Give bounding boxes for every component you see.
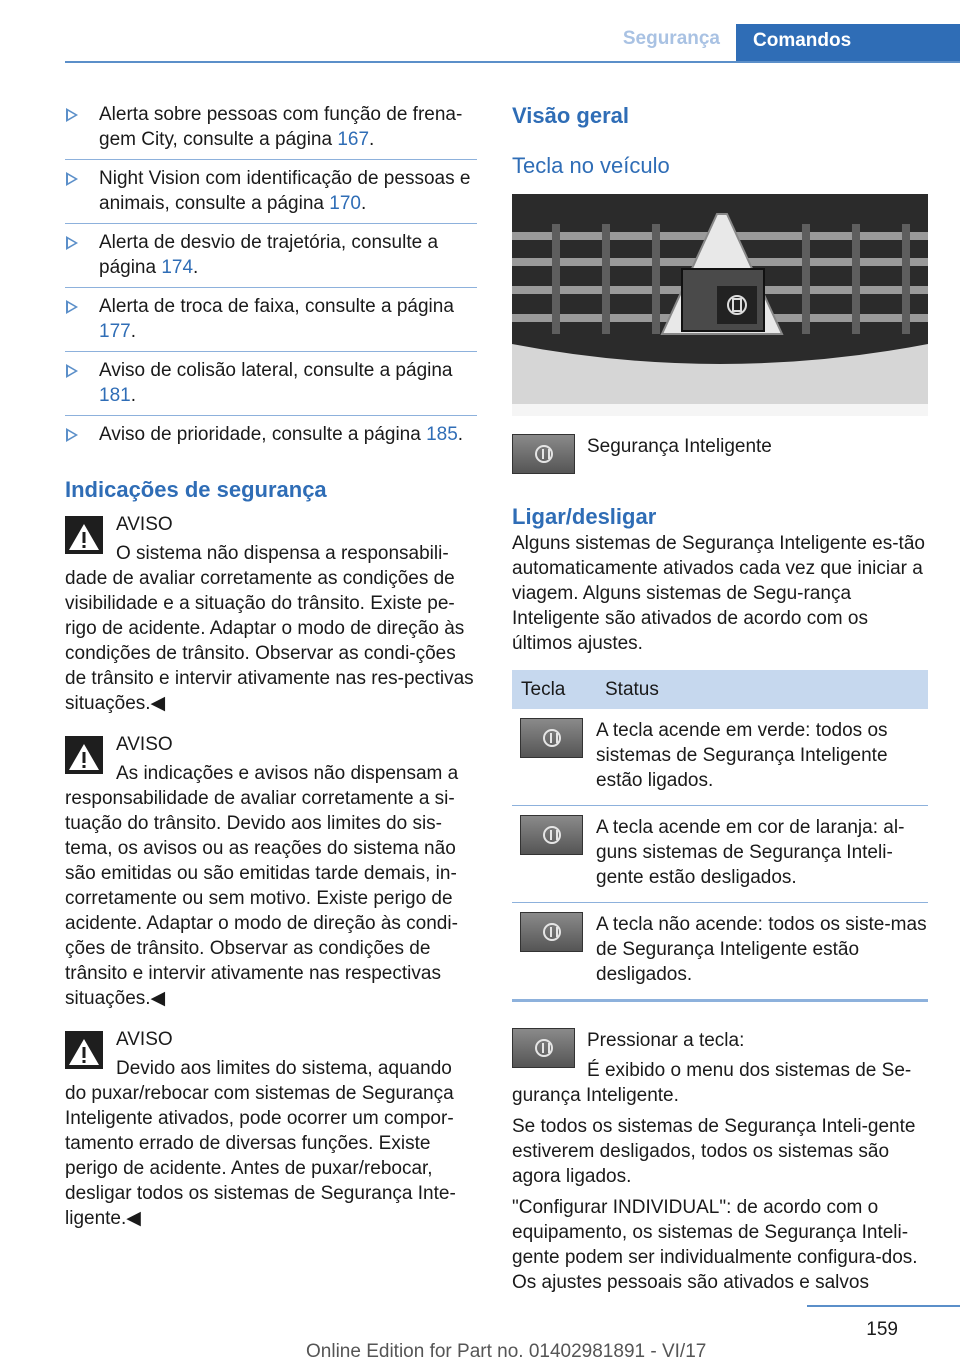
button-caption-row	[512, 434, 928, 476]
table-header-status: Status	[596, 670, 928, 709]
safety-button-green-icon	[520, 718, 583, 758]
left-column	[65, 102, 477, 1231]
list-item	[65, 294, 477, 352]
list-item-text: Alerta de desvio de trajetória, consulte a página	[99, 232, 439, 278]
triangle-bullet-icon	[66, 428, 78, 442]
warning-block	[65, 732, 477, 1011]
table-cell-status: A tecla acende em verde: todos os sistemas de Segurança Inteligente estão ligados.	[596, 709, 928, 806]
page-link[interactable]: 167	[337, 129, 370, 150]
list-item-end: .	[457, 424, 464, 445]
list-item-text: Night Vision com identificação de pessoas e animais, consulte a página	[99, 168, 471, 214]
warning-first-line: Devido aos limites do sistema, aquando	[116, 1058, 452, 1079]
paragraph-individual: "Configurar INDIVIDUAL": de acordo com o equipamento, os sistemas de Segurança Inteli‐gente podem ser individualmente configura‐dos. Os ajustes pessoais são ativados e salvos	[512, 1197, 918, 1293]
press-line-2: É exibido o menu dos sistemas de Se‐	[587, 1060, 912, 1081]
warning-block	[65, 1027, 477, 1231]
press-button-block	[512, 1028, 928, 1083]
safety-button-icon	[512, 1028, 575, 1068]
list-item	[65, 422, 477, 454]
list-item-end: .	[360, 193, 367, 214]
key-heading: Tecla no veículo	[512, 153, 670, 178]
header-chapter-tab[interactable]: Comandos	[736, 24, 960, 61]
triangle-bullet-icon	[66, 108, 78, 122]
table-row	[512, 709, 928, 806]
table-row	[512, 903, 928, 1001]
related-functions-list	[65, 102, 477, 454]
page-link[interactable]: 177	[99, 321, 131, 342]
warning-label: AVISO	[116, 1029, 173, 1050]
warning-text: responsabilidade de avaliar corretamente a si‐tuação do trânsito. Devido aos limites do sis‐tema, os avisos ou as reações do sistema não são emitidas ou são emitidas tarde demais, in‐corretamente ou sem motivo. Existe perigo de acidente. Adaptar o modo de direção às condi‐ções de trânsito. Observar as condições de trânsito e intervir ativamente nas respectivas situações.◀	[65, 788, 458, 1009]
warning-triangle-icon	[65, 736, 103, 774]
list-item-end: .	[130, 321, 136, 342]
warning-text: do puxar/rebocar com sistemas de Segurança Inteligente ativados, pode ocorrer um compor‐tamento errado de diversas funções. Existe perigo de acidente. Antes de puxar/rebocar, desligar todos os sistemas de Segurança Inte‐ligente.◀	[65, 1083, 456, 1229]
table-cell-status: A tecla não acende: todos os siste‐mas de Segurança Inteligente estão desligados.	[596, 903, 928, 1001]
safety-button-icon	[512, 434, 575, 474]
warning-block	[65, 512, 477, 716]
safety-button-off-icon	[520, 912, 583, 952]
page-number: 159	[866, 1319, 898, 1340]
right-column	[512, 102, 928, 1295]
triangle-bullet-icon	[66, 300, 78, 314]
list-item-text: Alerta de troca de faixa, consulte a página	[99, 296, 454, 317]
page-link[interactable]: 174	[161, 257, 194, 278]
warning-text: dade de avaliar corretamente as condições de visibilidade e a situação do trânsito. Existe pe‐rigo de acidente. Adaptar o modo de direção às condições de trânsito. Observar as condi‐ções de trânsito e intervir ativamente nas res‐pectivas situações.◀	[65, 568, 474, 714]
onoff-text: Alguns sistemas de Segurança Inteligente es‐tão automaticamente ativados cada vez que iniciar a viagem. Alguns sistemas de Segu‐rança Inteligente são ativados de acordo com os últimos ajustes.	[512, 533, 925, 654]
key-status-table	[512, 670, 928, 1002]
paragraph-all-off: Se todos os sistemas de Segurança Inteli‐gente estiverem desligados, todos os sistemas são agora ligados.	[512, 1116, 916, 1187]
table-header-key: Tecla	[512, 670, 596, 709]
page-link[interactable]: 170	[329, 193, 361, 214]
header-section-title: Segurança	[622, 28, 720, 49]
vehicle-button-photo	[512, 194, 928, 416]
press-continuation: gurança Inteligente.	[512, 1085, 679, 1106]
list-item	[65, 358, 477, 416]
warning-first-line: O sistema não dispensa a responsabili‐	[116, 543, 449, 564]
list-item	[65, 166, 477, 224]
warning-label: AVISO	[116, 514, 173, 535]
list-item-end: .	[193, 257, 199, 278]
button-caption: Segurança Inteligente	[587, 436, 772, 457]
list-item-end: .	[369, 129, 375, 150]
header-rule	[65, 61, 960, 63]
warning-triangle-icon	[65, 1031, 103, 1069]
list-item	[65, 230, 477, 288]
list-item-text: Aviso de prioridade, consulte a página	[99, 424, 427, 445]
list-item	[65, 102, 477, 160]
table-cell-status: A tecla acende em cor de laranja: al‐guns sistemas de Segurança Inteli‐gente estão desligados.	[596, 806, 928, 903]
press-line-1: Pressionar a tecla:	[587, 1030, 745, 1051]
list-item-end: .	[130, 385, 136, 406]
onoff-heading: Ligar/desligar	[512, 504, 657, 529]
page-link[interactable]: 185	[426, 424, 458, 445]
edition-note: Online Edition for Part no. 01402981891 - VI/17	[306, 1341, 707, 1362]
warning-label: AVISO	[116, 734, 173, 755]
triangle-bullet-icon	[66, 172, 78, 186]
page-link[interactable]: 181	[99, 385, 131, 406]
safety-button-orange-icon	[520, 815, 583, 855]
triangle-bullet-icon	[66, 236, 78, 250]
list-item-text: Alerta sobre pessoas com função de frena‐gem City, consulte a página	[99, 104, 463, 150]
warning-first-line: As indicações e avisos não dispensam a	[116, 763, 459, 784]
table-row	[512, 806, 928, 903]
footer-rule	[807, 1305, 960, 1307]
warning-triangle-icon	[65, 516, 103, 554]
safety-heading: Indicações de segurança	[65, 477, 327, 502]
overview-heading: Visão geral	[512, 103, 629, 128]
triangle-bullet-icon	[66, 364, 78, 378]
list-item-text: Aviso de colisão lateral, consulte a página	[99, 360, 453, 381]
